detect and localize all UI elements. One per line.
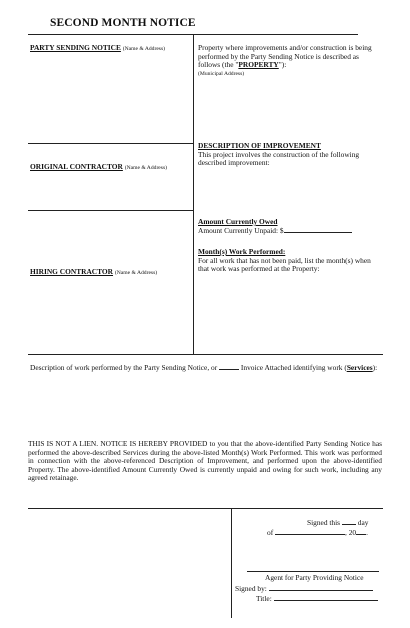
original-contractor-note: (Name & Address) [124, 165, 168, 171]
services-word: Services [346, 363, 373, 372]
signature-rule [28, 508, 383, 509]
signed-of-line: of , 20 . [267, 528, 368, 537]
signed-this-label: Signed this [307, 518, 341, 527]
agent-signature-line[interactable] [247, 571, 379, 572]
signature-divider [231, 508, 232, 618]
day-label: day [357, 518, 369, 527]
center-divider [193, 34, 194, 354]
month-field[interactable] [275, 534, 345, 535]
signed-by-label: Signed by: [235, 584, 267, 593]
amount-heading: Amount Currently Owed [198, 217, 278, 226]
description-block [198, 142, 378, 168]
services-text-after: Invoice Attached identifying work ( [240, 363, 347, 372]
title-label: Title: [256, 594, 272, 603]
grid-rule-3 [28, 354, 383, 355]
months-heading: Month(s) Work Performed: [198, 247, 286, 256]
party-sending-notice-label: PARTY SENDING NOTICE [30, 43, 121, 52]
title-line [256, 595, 378, 604]
months-block [198, 248, 378, 274]
hiring-contractor-note: (Name & Address) [114, 270, 158, 276]
of-label: of [267, 528, 274, 537]
amount-block [198, 218, 378, 235]
property-word: PROPERTY [238, 60, 279, 70]
signed-this-line [307, 519, 368, 528]
title-field[interactable] [274, 600, 378, 601]
services-end: ): [372, 363, 378, 372]
property-text: Property where improvements and/or construction is being performed by the Party Sending Notice is described as follows (the " [198, 43, 372, 70]
invoice-field[interactable] [219, 369, 239, 370]
year-field[interactable] [356, 534, 366, 535]
lien-notice: THIS IS NOT A LIEN. NOTICE IS HEREBY PROVIDED to you that the above-identified Party Sending Notice has performed the above-described Services during the above-listed Month(s) Work Performed. This work was performed in connection with the above-referenced Description of Improvement, and performed upon the above-identified Property. The above-identified Amount Currently Owed is currently unpaid and owing for such work, including any agreed retainage. [28, 439, 382, 483]
agent-label: Agent for Party Providing Notice [265, 573, 364, 582]
services-text-before: Description of work performed by the Party Sending Notice, or [30, 363, 218, 372]
property-description [198, 44, 378, 78]
amount-label: Amount Currently Unpaid: $ [198, 225, 284, 235]
signed-by-field[interactable] [269, 590, 373, 591]
municipal-address-note: (Municipal Address) [198, 70, 245, 77]
grid-rule-2 [28, 210, 193, 211]
amount-line [198, 227, 378, 236]
property-end: "): [278, 60, 287, 70]
original-contractor-block [30, 163, 180, 173]
months-text: For all work that has not been paid, list the month(s) when that work was performed at the Property: [198, 255, 371, 274]
page-title: SECOND MONTH NOTICE [50, 17, 196, 29]
services-description [30, 364, 380, 373]
grid-rule-1 [28, 143, 193, 144]
party-sending-notice-block [30, 44, 180, 54]
amount-field[interactable] [284, 232, 352, 233]
party-sending-notice-note: (Name & Address) [122, 46, 166, 52]
hiring-contractor-block [30, 268, 195, 278]
hiring-contractor-label: HIRING CONTRACTOR [30, 267, 114, 276]
description-text: This project involves the construction of the following described improvement: [198, 149, 360, 168]
year-prefix: , 20 [345, 528, 357, 537]
signed-by-line [235, 585, 373, 594]
original-contractor-label: ORIGINAL CONTRACTOR [30, 162, 123, 171]
description-heading: DESCRIPTION OF IMPROVEMENT [198, 141, 321, 150]
day-field[interactable] [342, 524, 356, 525]
